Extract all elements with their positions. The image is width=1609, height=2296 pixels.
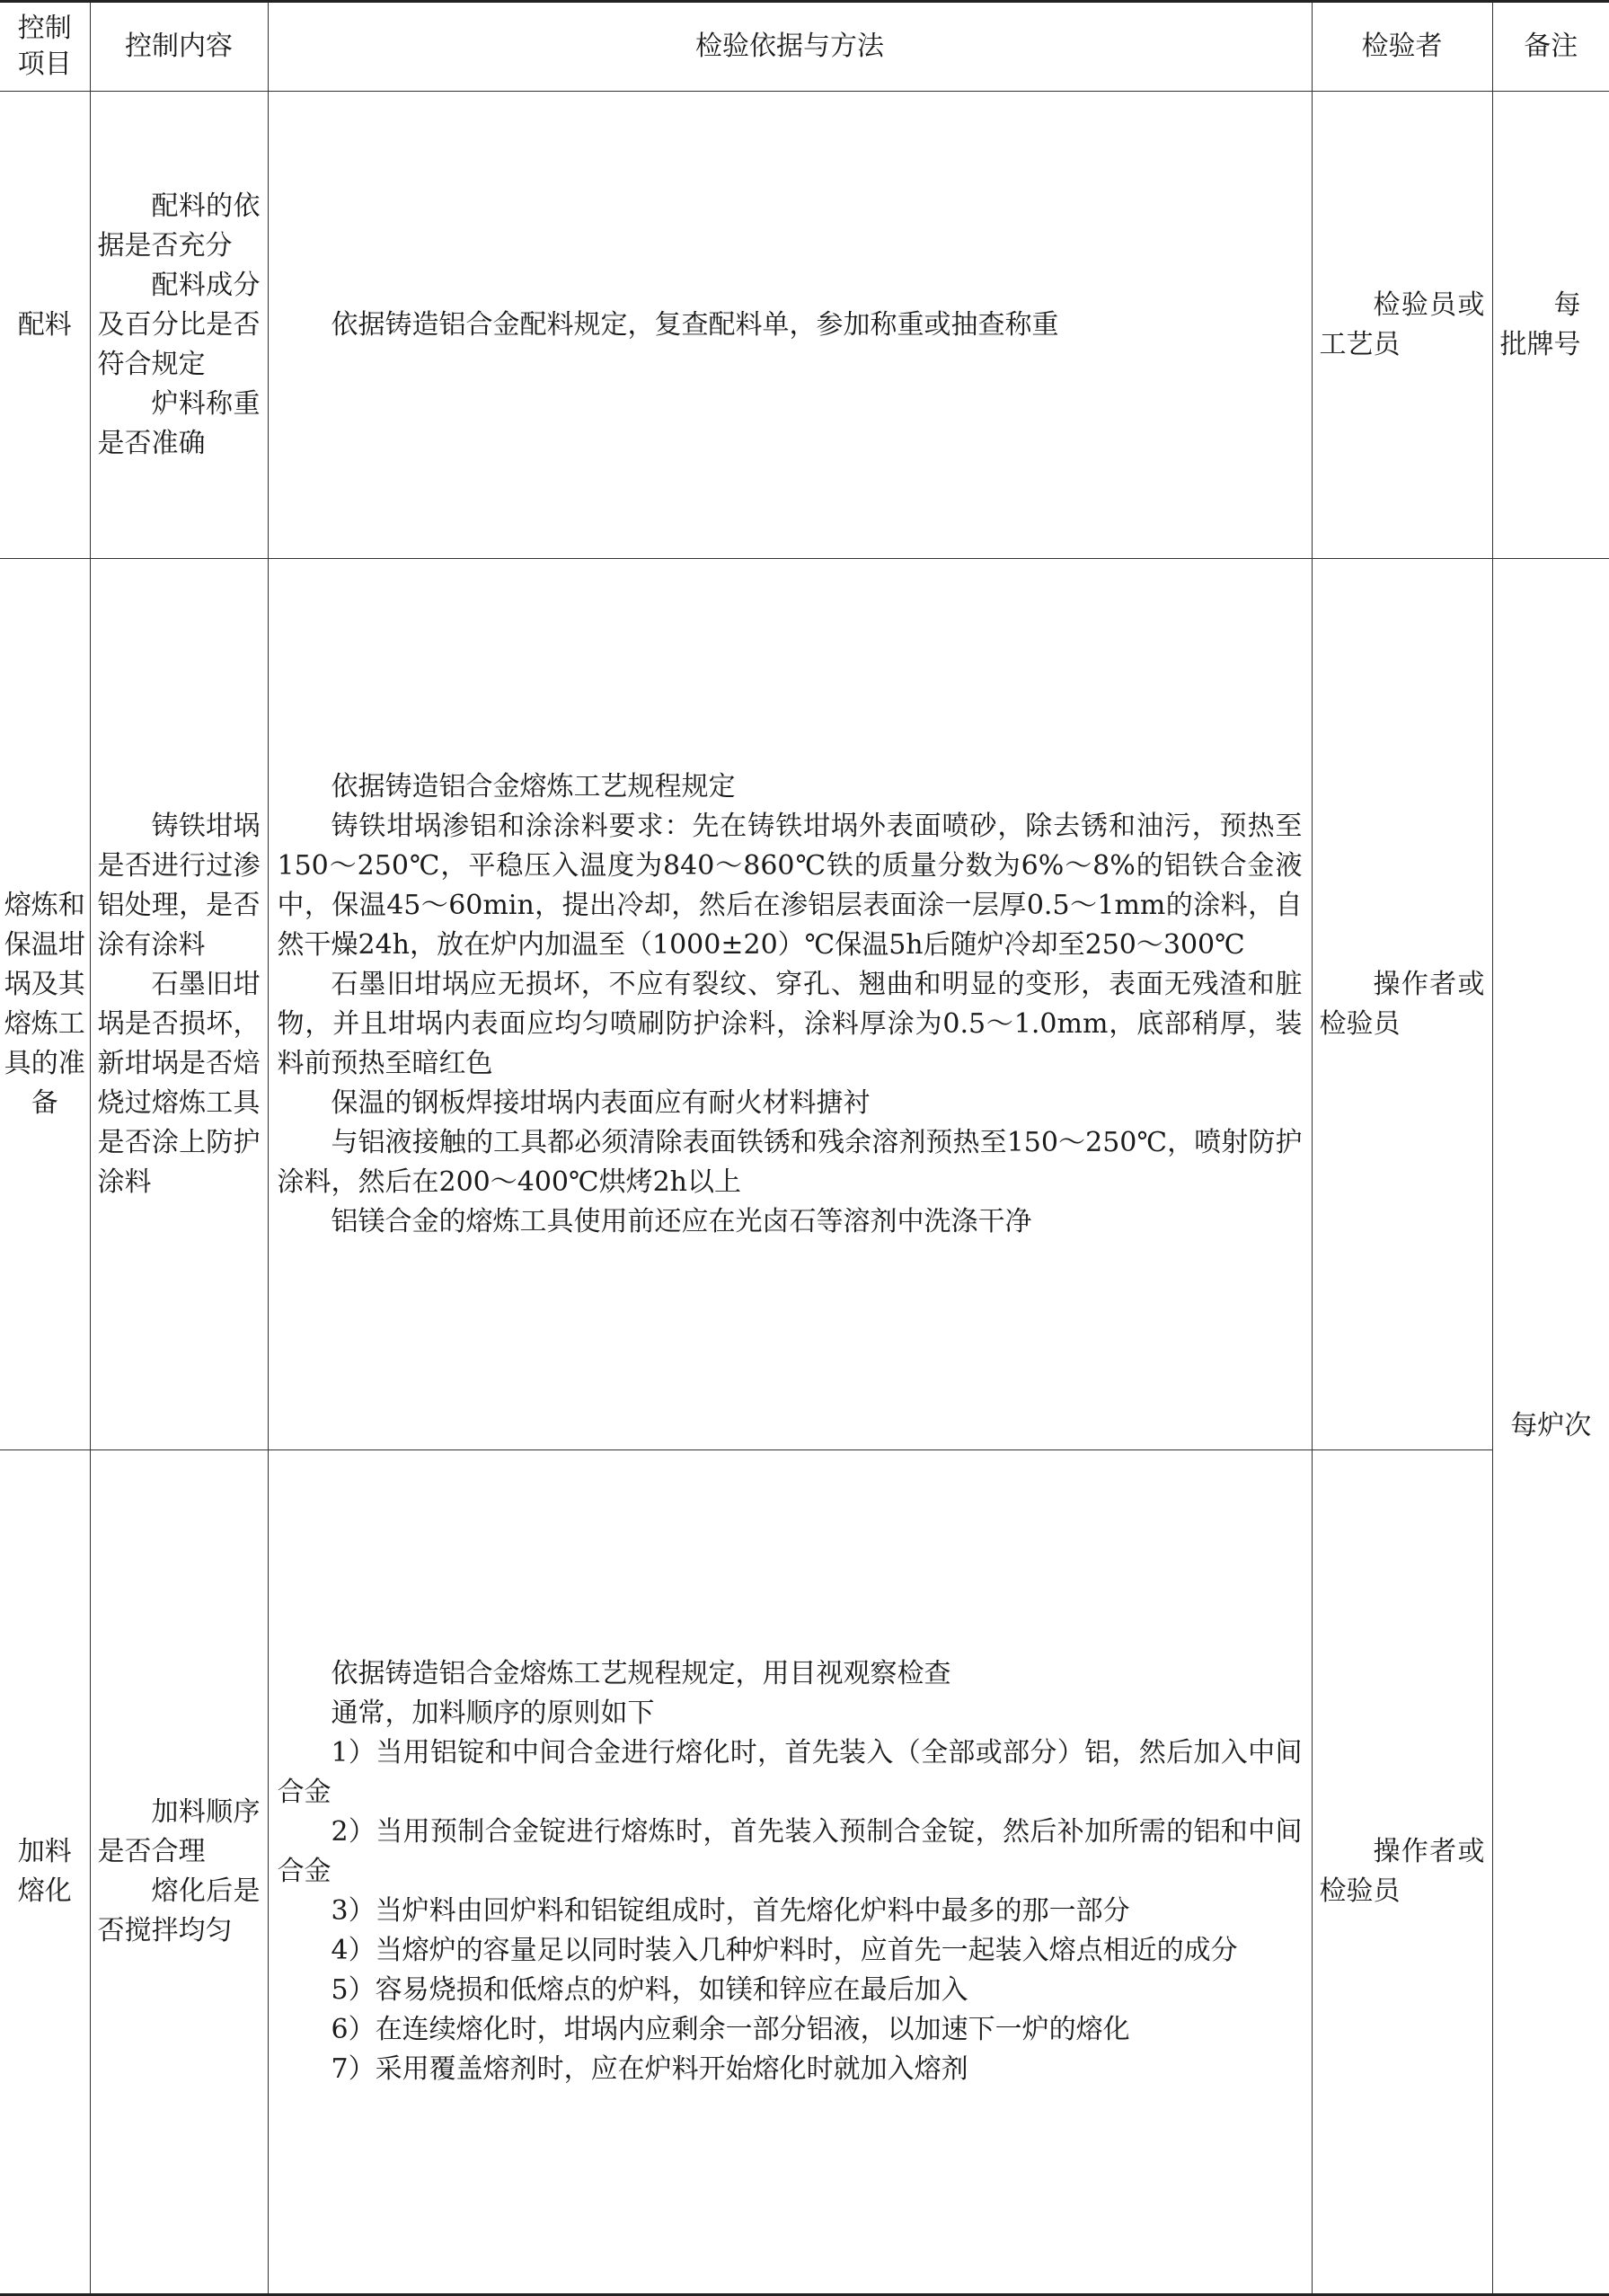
method-line: 依据铸造铝合金配料规定，复查配料单，参加称重或抽查称重 (331, 308, 1059, 341)
method-line: 保温的钢板焊接坩埚内表面应有耐火材料搪衬 (331, 1086, 871, 1119)
inspector-text: 操作者或检验员 (1319, 968, 1485, 1040)
inspector-text: 操作者或检验员 (1319, 1836, 1485, 1907)
header-inspector: 检验者 (1312, 2, 1492, 92)
row-item-charging: 加料熔化 (0, 1450, 90, 2295)
row-content-crucible (90, 559, 268, 1450)
content-line: 铸铁坩埚是否进行过渗铝处理，是否涂有涂料 (97, 810, 261, 961)
method-list-item: 4）当熔炉的容量足以同时装入几种炉料时，应首先一起装入熔点相近的成分 (331, 1935, 1238, 1966)
content-line: 石墨旧坩埚是否损坏，新坩埚是否焙烧过熔炼工具是否涂上防护涂料 (97, 968, 261, 1198)
header-note: 备注 (1492, 2, 1609, 92)
row-inspector-crucible (1312, 559, 1492, 1450)
row-item-crucible: 熔炼和保温坩埚及其熔炼工具的准备 (0, 559, 90, 1450)
method-line: 铝镁合金的熔炼工具使用前还应在光卤石等溶剂中洗涤干净 (331, 1205, 1032, 1237)
method-list-item: 3）当炉料由回炉料和铝锭组成时，首先熔化炉料中最多的那一部分 (331, 1895, 1130, 1927)
note-text: 每批牌号 (1499, 288, 1581, 360)
row-method-crucible (268, 559, 1312, 1450)
row-item-batching: 配料 (0, 92, 90, 559)
header-row (0, 2, 1609, 92)
method-line: 通常，加料顺序的原则如下 (331, 1698, 655, 1729)
method-line: 依据铸造铝合金熔炼工艺规程规定，用目视观察检查 (331, 1658, 951, 1689)
row-inspector-batching (1312, 92, 1492, 559)
method-line: 铸铁坩埚渗铝和涂涂料要求：先在铸铁坩埚外表面喷砂，除去锈和油污，预热至150～250℃，平稳压入温度为840～860℃铁的质量分数为6%～8%的铝铁合金液中，保温45～60min，提出冷却，然后在渗铝层表面涂一层厚0.5～1mm的涂料，自然干燥24h，放在炉内加温至（1000±20）℃保温5h后随炉冷却至250～300℃ (277, 810, 1303, 961)
content-line: 配料成分及百分比是否符合规定 (97, 269, 261, 380)
row-note-batching (1492, 92, 1609, 559)
table-row (0, 92, 1609, 559)
row-content-batching (90, 92, 268, 559)
row-note-per-heat: 每炉次 (1492, 559, 1609, 2295)
row-content-charging (90, 1450, 268, 2295)
method-list-item: 1）当用铝锭和中间合金进行熔化时，首先装入（全部或部分）铝，然后加入中间合金 (277, 1737, 1303, 1808)
row-inspector-charging (1312, 1450, 1492, 2295)
row-method-charging (268, 1450, 1312, 2295)
inspector-text: 检验员或工艺员 (1319, 288, 1485, 360)
content-line: 熔化后是否搅拌均匀 (97, 1875, 261, 1946)
method-list-item: 6）在连续熔化时，坩埚内应剩余一部分铝液，以加速下一炉的熔化 (331, 2014, 1130, 2045)
content-line: 炉料称重是否准确 (97, 387, 261, 459)
table-row (0, 559, 1609, 1450)
method-list-item: 5）容易烧损和低熔点的炉料，如镁和锌应在最后加入 (331, 1974, 968, 2006)
header-method: 检验依据与方法 (268, 2, 1312, 92)
method-list-item: 2）当用预制合金锭进行熔炼时，首先装入预制合金锭，然后补加所需的铝和中间合金 (277, 1816, 1303, 1887)
content-line: 加料顺序是否合理 (97, 1796, 261, 1867)
method-line: 依据铸造铝合金熔炼工艺规程规定 (331, 770, 736, 802)
method-line: 石墨旧坩埚应无损坏，不应有裂纹、穿孔、翘曲和明显的变形，表面无残渣和脏物，并且坩埚内表面应均匀喷刷防护涂料，涂料厚涂为0.5～1.0mm，底部稍厚，装料前预热至暗红色 (277, 968, 1303, 1079)
method-line: 与铝液接触的工具都必须清除表面铁锈和残余溶剂预热至150～250℃，喷射防护涂料，然后在200～400℃烘烤2h以上 (277, 1126, 1303, 1198)
header-content: 控制内容 (90, 2, 268, 92)
header-item: 控制项目 (0, 2, 90, 92)
method-list-item: 7）采用覆盖熔剂时，应在炉料开始熔化时就加入熔剂 (331, 2053, 968, 2085)
table-row (0, 1450, 1609, 2295)
row-method-batching (268, 92, 1312, 559)
content-line: 配料的依据是否充分 (97, 190, 261, 262)
